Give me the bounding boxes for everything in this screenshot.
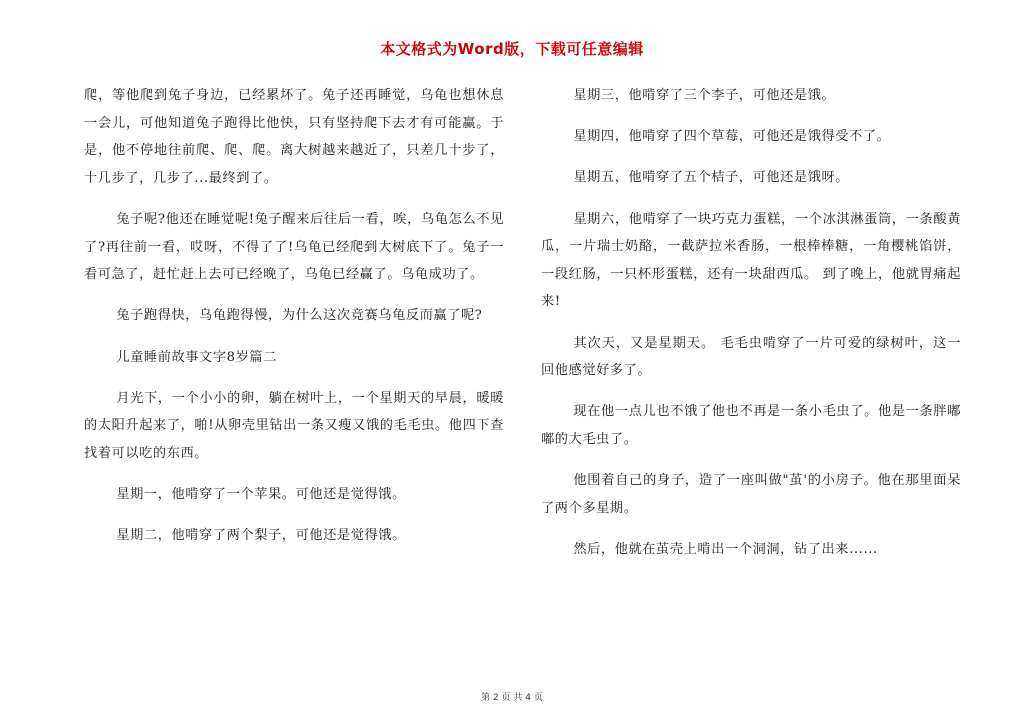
left-text-column: [84, 82, 504, 563]
paragraph: 月光下，一个小小的卵，躺在树叶上，一个星期天的早晨，暖暖的太阳升起来了，啪!从卵壳里钻出一条又瘦又饿的毛毛虫。他四下查找着可以吃的东西。: [84, 390, 504, 461]
section-heading: 儿童睡前故事文字8岁篇二: [116, 349, 277, 365]
paragraph: 爬，等他爬到兔子身边，已经累坏了。兔子还再睡觉，乌龟也想休息一会儿，可他知道兔子跑得比他快，只有坚持爬下去才有可能赢。于是，他不停地往前爬、爬、爬。离大树越来越近了，只差几十步了，十几步了，几步了...最终到了。: [84, 88, 504, 186]
paragraph: 他围着自己的身子，造了一座叫做"茧'的小房子。他在那里面呆了两个多星期。: [541, 473, 961, 516]
paragraph: 星期二，他啃穿了两个梨子，可他还是觉得饿。: [116, 528, 406, 544]
paragraph: 兔子跑得快，乌龟跑得慢，为什么这次竞赛乌龟反而赢了呢?: [116, 308, 483, 324]
paragraph: 星期四，他啃穿了四个草莓，可他还是饿得受不了。: [573, 129, 891, 145]
paragraph: 兔子呢?他还在睡觉呢!兔子醒来后往后一看，唉，乌龟怎么不见了?再往前一看，哎呀，不得了了!乌龟已经爬到大树底下了。兔子一看可急了，赶忙赶上去可已经晚了，乌龟已经赢了。乌龟成功了。: [84, 211, 504, 283]
page-number-footer: 第 2 页 共 4 页: [481, 693, 543, 703]
paragraph: 现在他一点儿也不饿了他也不再是一条小毛虫了。他是一条胖嘟嘟的大毛虫了。: [541, 404, 961, 447]
paragraph: 星期三，他啃穿了三个李子，可他还是饿。: [573, 88, 836, 103]
paragraph: 然后，他就在茧壳上啃出一个洞洞，钻了出来......: [573, 541, 878, 557]
paragraph: 星期六，他啃穿了一块巧克力蛋糕，一个冰淇淋蛋筒，一条酸黄瓜，一片瑞士奶酪，一截萨拉米香肠，一根棒棒糖，一角樱桃馅饼，一段红肠，一只杯形蛋糕，还有一块甜西瓜。 到了晚上，他就胃痛起来!: [541, 211, 961, 310]
paragraph: 星期五，他啃穿了五个桔子，可他还是饿呀。: [573, 170, 850, 186]
paragraph: 星期一，他啃穿了一个苹果。可他还是觉得饿。: [116, 487, 406, 503]
document-header-title: 本文格式为Word版，下载可任意编辑: [380, 40, 644, 58]
paragraph: 其次天，又是星期天。 毛毛虫啃穿了一片可爱的绿树叶，这一回他感觉好多了。: [541, 335, 961, 379]
right-text-column: [541, 82, 961, 577]
